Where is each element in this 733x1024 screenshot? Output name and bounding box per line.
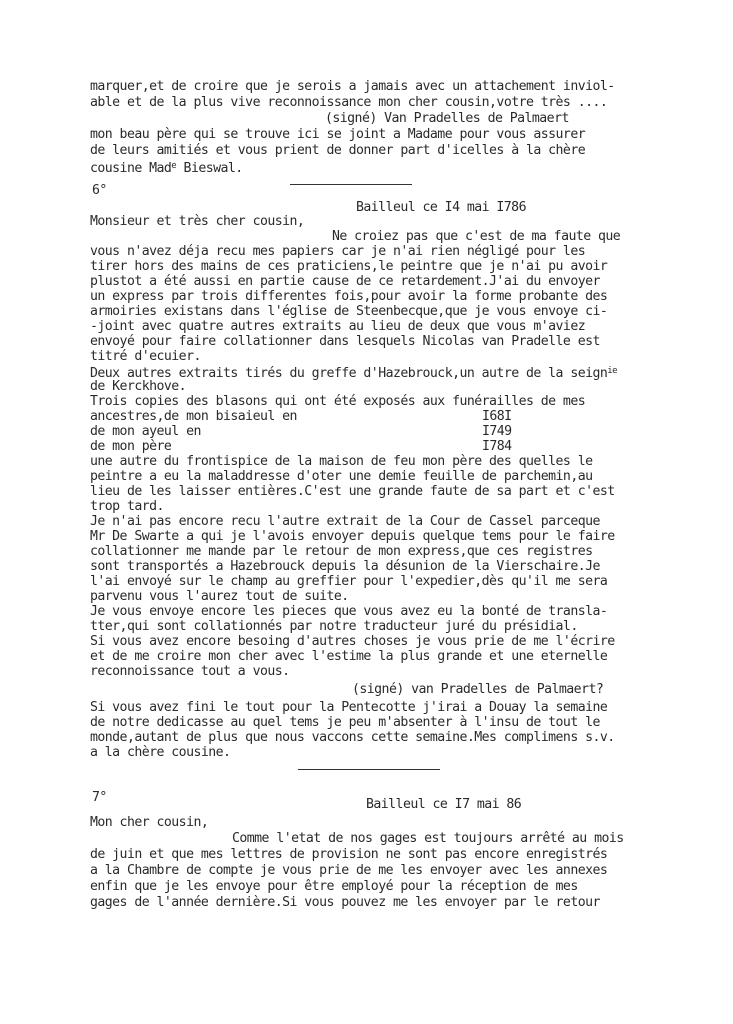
text-line: Si vous avez fini le tout pour la Pentecotte j'irai a Douay la semaine [90, 700, 608, 715]
text-line: armoiries existans dans l'église de Steenbecque,que je vous envoye ci- [90, 304, 608, 319]
superscript: ie [607, 366, 618, 376]
signature-line: (signé) Van Pradelles de Palmaert [325, 111, 569, 126]
text-line: Trois copies des blasons qui ont été exposés aux funérailles de mes [90, 394, 586, 409]
text-line: tirer hors des mains de ces praticiens,le peintre que je n'ai pu avoir [90, 259, 608, 274]
text-line: mon beau père qui se trouve ici se joint a Madame pour vous assurer [90, 127, 586, 142]
text-line: parvenu vous l'aurez tout de suite. [90, 589, 349, 604]
text-line: Comme l'etat de nos gages est toujours arrêté au mois [232, 831, 624, 846]
text-line: gages de l'année dernière.Si vous pouvez me les envoyer par le retour [90, 895, 600, 910]
text-line: a la Chambre de compte je vous prie de me les envoyer avec les annexes [90, 863, 608, 878]
year-entry: I749 [482, 424, 512, 439]
text-line: a la chère cousine. [90, 745, 231, 760]
text-line: cousine Mad$^e$ Bieswal. [90, 161, 243, 176]
dateline: Bailleul ce I4 mai I786 [356, 200, 526, 215]
text-line: reconnoissance tout a vous. [90, 664, 290, 679]
text-line: tter,qui sont collationnés par notre traducteur juré du présidial. [90, 619, 578, 634]
year-entry: I68I [482, 409, 512, 424]
text-line: Mr De Swarte a qui je l'avois envoyer depuis quelque tems pour le faire [90, 529, 615, 544]
signature-line: (signé) van Pradelles de Palmaert? [352, 682, 604, 697]
salutation: Mon cher cousin, [90, 815, 209, 830]
text-line: ancestres,de mon bisaieul en [90, 409, 297, 424]
text-line: trop tard. [90, 499, 164, 514]
text-line: lieu de les laisser entières.C'est une grande faute de sa part et c'est [90, 484, 615, 499]
text-line: un express par trois differentes fois,pour avoir la forme probante des [90, 289, 608, 304]
text-line: envoyé pour faire collationner dans lesquels Nicolas van Pradelle est [90, 334, 600, 349]
text-line: collationner me mande par le retour de mon express,que ces registres [90, 544, 593, 559]
text-line: et de me croire mon cher avec l'estime la plus grande et une eternelle [90, 649, 608, 664]
text-line: l'ai envoyé sur le champ au greffier pour l'expedier,dès qu'il me sera [90, 574, 608, 589]
text-line: de juin et que mes lettres de provision ne sont pas encore enregistrés [90, 847, 608, 862]
year-entry: I784 [482, 439, 512, 454]
text-line: sont transportés a Hazebrouck depuis la désunion de la Vierschaire.Je [90, 559, 600, 574]
section-divider [298, 769, 440, 770]
salutation: Monsieur et très cher cousin, [90, 214, 305, 229]
text-line: Je vous envoye encore les pieces que vous avez eu la bonté de transla- [90, 604, 608, 619]
text-line: peintre a eu la maladdresse d'oter une demie feuille de parchemin,au [90, 469, 593, 484]
text-line: titré d'ecuier. [90, 349, 201, 364]
text-line: Deux autres extraits tirés du greffe d'Hazebrouck,un autre de la seign$^{ie}$ [90, 366, 618, 381]
text-line: enfin que je les envoye pour être employé pour la réception de mes [90, 879, 578, 894]
text-line: monde,autant de plus que nous vaccons cette semaine.Mes complimens s.v. [90, 730, 615, 745]
text-line: de mon ayeul en [90, 424, 201, 439]
text-line: vous n'avez déja recu mes papiers car je n'ai rien négligé pour les [90, 244, 586, 259]
dateline: Bailleul ce I7 mai 86 [366, 797, 522, 812]
letter-number: 7° [92, 790, 107, 805]
text-line: Ne croiez pas que c'est de ma faute que [332, 229, 621, 244]
text-line: une autre du frontispice de la maison de feu mon père des quelles le [90, 454, 593, 469]
text-line: marquer,et de croire que je serois a jamais avec un attachement inviol- [90, 79, 615, 94]
text-line: able et de la plus vive reconnoissance mon cher cousin,votre très .... [90, 95, 608, 110]
text-line: de leurs amitiés et vous prient de donner part d'icelles à la chère [90, 143, 586, 158]
superscript: e [171, 161, 177, 171]
text-line: Si vous avez encore besoing d'autres choses je vous prie de me l'écrire [90, 634, 615, 649]
text-line: Je n'ai pas encore recu l'autre extrait de la Cour de Cassel parceque [90, 514, 600, 529]
text-line: -joint avec quatre autres extraits au lieu de deux que vous m'aviez [90, 319, 586, 334]
text-line: de mon père [90, 439, 172, 454]
letter-number: 6° [92, 183, 107, 198]
section-divider [290, 184, 412, 185]
text-line: de notre dedicasse au quel tems je peu m'absenter à l'insu de tout le [90, 715, 600, 730]
text-line: de Kerckhove. [90, 379, 187, 394]
text-line: plustot a été aussi en partie cause de ce retardement.J'ai du envoyer [90, 274, 600, 289]
